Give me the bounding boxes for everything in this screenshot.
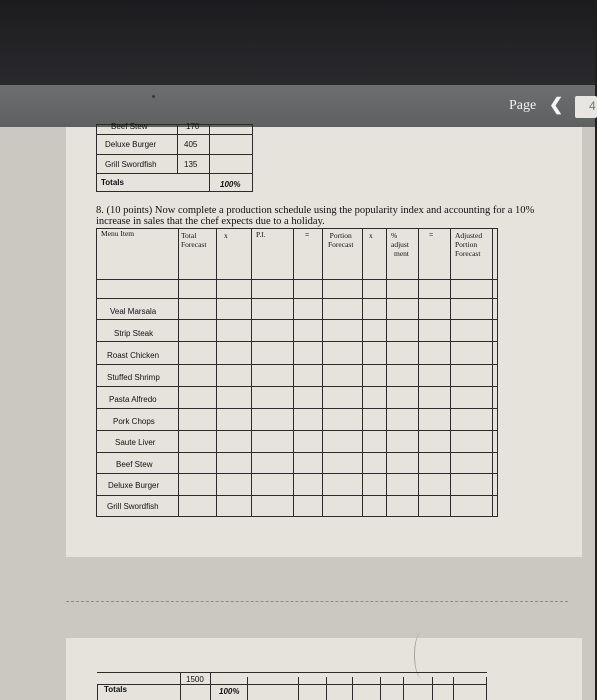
header-forecast-2: Forecast xyxy=(328,240,354,249)
header-multiply-1: x xyxy=(224,231,228,240)
menu-item: Pasta Alfredo xyxy=(109,395,157,404)
header-total-forecast xyxy=(181,231,206,249)
question-line-1: 8. (10 points) Now complete a production schedule using the popularity index and accounting for a 10% xyxy=(96,205,535,216)
page-number: 4 xyxy=(589,99,596,113)
header-adjusted-portion-forecast xyxy=(455,231,482,258)
header-equals-1: = xyxy=(305,230,310,239)
menu-item: Roast Chicken xyxy=(107,351,160,360)
question-text xyxy=(96,205,534,227)
header-adjusted: Adjusted xyxy=(455,231,483,240)
menu-item: Beef Stew xyxy=(116,460,153,469)
header-multiply-2: x xyxy=(369,231,373,240)
header-portion-forecast xyxy=(328,231,353,249)
header-menu-item: Menu Item xyxy=(101,229,135,238)
header-percent-adjustment xyxy=(391,231,409,258)
menu-item: Grill Swordfish xyxy=(107,502,159,511)
top-row-value: 405 xyxy=(184,140,198,149)
chevron-left-icon[interactable]: ❮ xyxy=(549,95,564,114)
bottom-total-value: 1500 xyxy=(186,675,204,684)
header-adjust: adjust xyxy=(391,240,409,249)
bottom-totals-percent: 100% xyxy=(219,687,240,696)
header-portion: Portion xyxy=(329,231,352,240)
top-row-name: Grill Swordfish xyxy=(105,160,157,169)
header-pi: P.I. xyxy=(256,230,266,239)
question-line-2: increase in sales that the chef expects due to a holiday. xyxy=(96,216,325,227)
header-portion-2: Portion xyxy=(455,240,478,249)
viewer-toolbar xyxy=(0,85,595,127)
menu-item: Pork Chops xyxy=(113,417,155,426)
header-forecast-3: Forecast xyxy=(455,249,481,258)
menu-item: Deluxe Burger xyxy=(108,481,160,490)
page-label: Page xyxy=(509,98,537,113)
menu-item: Stuffed Shrimp xyxy=(107,373,160,382)
header-percent: % xyxy=(391,231,398,240)
menu-item: Strip Steak xyxy=(114,329,154,338)
header-total: Total xyxy=(181,231,197,240)
top-row-value: 135 xyxy=(184,160,198,169)
toolbar-dot xyxy=(152,95,155,98)
worksheet-page-lower xyxy=(66,638,582,700)
top-row-name: Deluxe Burger xyxy=(105,140,157,149)
top-totals-percent: 100% xyxy=(220,180,241,189)
top-totals-label: Totals xyxy=(101,178,124,187)
page-divider xyxy=(66,601,568,602)
menu-item: Veal Marsala xyxy=(110,307,157,316)
dark-background xyxy=(0,0,595,85)
top-row-name: Beef Stew xyxy=(111,122,148,131)
top-row-value: 170 xyxy=(186,122,200,131)
header-forecast: Forecast xyxy=(181,240,207,249)
bottom-totals-label: Totals xyxy=(104,685,127,694)
header-ment: ment xyxy=(394,249,409,258)
menu-item: Saute Liver xyxy=(115,438,156,447)
header-equals-2: = xyxy=(429,230,434,239)
